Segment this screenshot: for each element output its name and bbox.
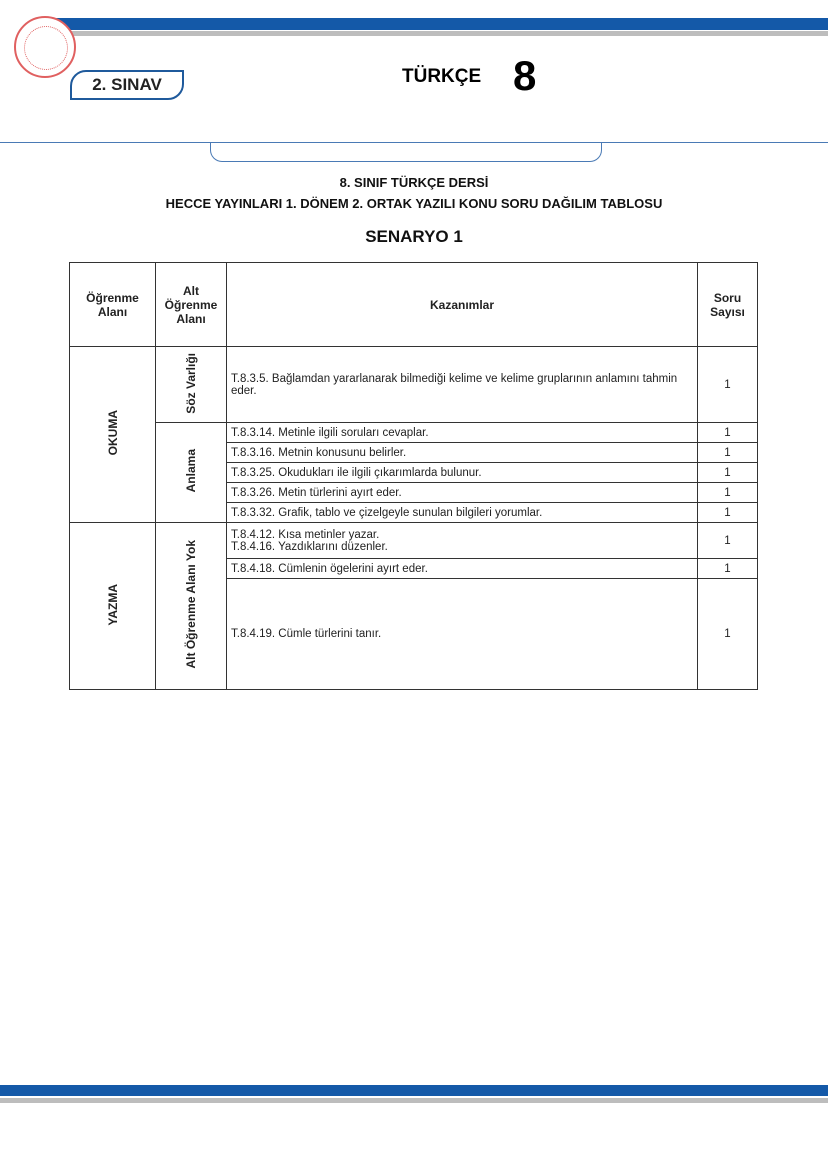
count: 1 bbox=[698, 423, 758, 443]
header-outcomes: Kazanımlar bbox=[227, 263, 698, 347]
outcome: T.8.4.18. Cümlenin ögelerini ayırt eder. bbox=[227, 559, 698, 579]
outcome: T.8.3.25. Okudukları ile ilgili çıkarımlarda bulunur. bbox=[227, 463, 698, 483]
grade-number: 8 bbox=[513, 52, 537, 99]
scenario-title: SENARYO 1 bbox=[365, 227, 463, 246]
exam-badge: 2. SINAV bbox=[70, 70, 184, 100]
outcome: T.8.3.16. Metnin konusunu belirler. bbox=[227, 443, 698, 463]
outcome-line: T.8.4.12. Kısa metinler yazar. bbox=[231, 528, 380, 541]
header-sub: Alt Öğrenme Alanı bbox=[156, 263, 227, 347]
area-cell bbox=[70, 523, 156, 690]
outcome: T.8.3.32. Grafik, tablo ve çizelgeyle sunulan bilgileri yorumlar. bbox=[227, 503, 698, 523]
ministry-seal-logo bbox=[14, 16, 76, 78]
footer-blue-bar bbox=[0, 1085, 828, 1096]
outcome bbox=[227, 523, 698, 559]
sub-cell bbox=[156, 423, 227, 523]
outcome: T.8.4.19. Cümle türlerini tanır. bbox=[227, 579, 698, 690]
count: 1 bbox=[698, 463, 758, 483]
sub-label: Anlama bbox=[184, 449, 198, 493]
sub-label: Alt Öğrenme Alanı Yok bbox=[184, 540, 198, 669]
sub-cell bbox=[156, 523, 227, 690]
count: 1 bbox=[698, 443, 758, 463]
header-blue-bar bbox=[45, 18, 828, 30]
title-line1: 8. SINIF TÜRKÇE DERSİ bbox=[339, 175, 489, 190]
outcome: T.8.3.26. Metin türlerini ayırt eder. bbox=[227, 483, 698, 503]
area-label: OKUMA bbox=[105, 410, 120, 456]
outcome: T.8.3.14. Metinle ilgili soruları cevaplar. bbox=[227, 423, 698, 443]
footer-gray-bar bbox=[0, 1098, 828, 1103]
subject-title: TÜRKÇE bbox=[402, 66, 482, 87]
count: 1 bbox=[698, 347, 758, 423]
area-label: YAZMA bbox=[105, 583, 120, 626]
count: 1 bbox=[698, 503, 758, 523]
outcome-line: T.8.4.16. Yazdıklarını düzenler. bbox=[231, 540, 388, 553]
count: 1 bbox=[698, 579, 758, 690]
sub-label: Söz Varlığı bbox=[184, 352, 198, 414]
outcome: T.8.3.5. Bağlamdan yararlanarak bilmediği kelime ve kelime gruplarının anlamını tahmin eder. bbox=[227, 347, 698, 423]
distribution-table bbox=[69, 262, 758, 690]
count: 1 bbox=[698, 559, 758, 579]
count: 1 bbox=[698, 483, 758, 503]
title-line2: HECCE YAYINLARI 1. DÖNEM 2. ORTAK YAZILI KONU SORU DAĞILIM TABLOSU bbox=[165, 196, 663, 211]
header-area: Öğrenme Alanı bbox=[70, 263, 156, 347]
header-gray-bar bbox=[50, 31, 828, 36]
count: 1 bbox=[698, 523, 758, 559]
sub-cell bbox=[156, 347, 227, 423]
area-cell bbox=[70, 347, 156, 523]
header-count: Soru Sayısı bbox=[698, 263, 758, 347]
divider-tab bbox=[210, 142, 602, 162]
